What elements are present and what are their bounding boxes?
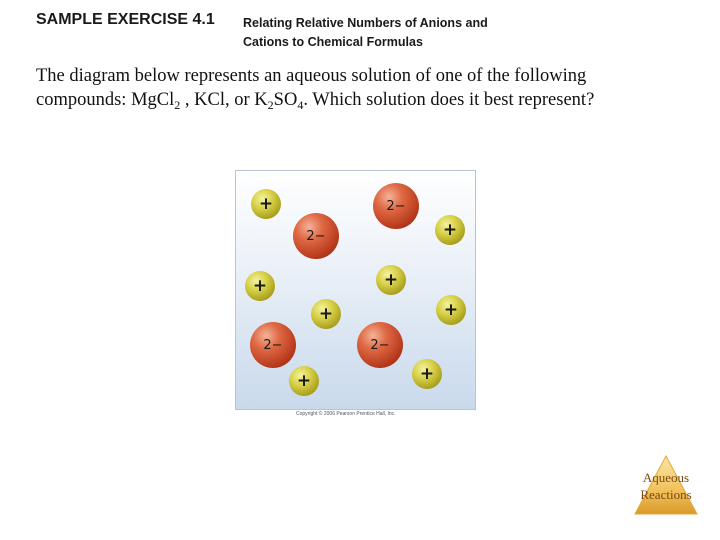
cation-particle: + xyxy=(245,271,275,301)
footer-line2: Reactions xyxy=(640,487,692,502)
compound-mgcl2: MgCl$_2$ xyxy=(131,90,181,112)
cation-particle: + xyxy=(289,366,319,396)
cation-particle: + xyxy=(311,299,341,329)
copyright-notice: Copyright © 2006 Pearson Prentice Hall, Inc. xyxy=(296,411,396,417)
exercise-subtitle-line1: Relating Relative Numbers of Anions and xyxy=(243,16,488,30)
cation-particle: + xyxy=(376,265,406,295)
question-text xyxy=(36,64,696,112)
exercise-subtitle-line2: Cations to Chemical Formulas xyxy=(243,35,423,49)
aqueous-reactions-link[interactable] xyxy=(633,454,699,516)
compound-kcl: KCl xyxy=(194,90,225,110)
question-line1: The diagram below represents an aqueous solution of one of the following xyxy=(36,66,587,86)
solution-diagram xyxy=(235,170,476,410)
cation-particle: + xyxy=(412,359,442,389)
cation-particle: + xyxy=(436,295,466,325)
exercise-title: SAMPLE EXERCISE 4.1 xyxy=(36,11,215,28)
anion-particle: 2− xyxy=(293,213,339,259)
anion-particle: 2− xyxy=(250,322,296,368)
question-line2: compounds: MgCl$_2$ , KCl, or $K_2SO_4$. Which solution does it best represent? xyxy=(36,90,595,112)
compounds-prefix: compounds: xyxy=(36,90,132,110)
compound-k2so4: $K_2SO_4$ xyxy=(254,90,304,112)
anion-particle: 2− xyxy=(357,322,403,368)
cation-particle: + xyxy=(251,189,281,219)
footer-line1: Aqueous xyxy=(642,470,690,485)
anion-particle: 2− xyxy=(373,183,419,229)
cation-particle: + xyxy=(435,215,465,245)
